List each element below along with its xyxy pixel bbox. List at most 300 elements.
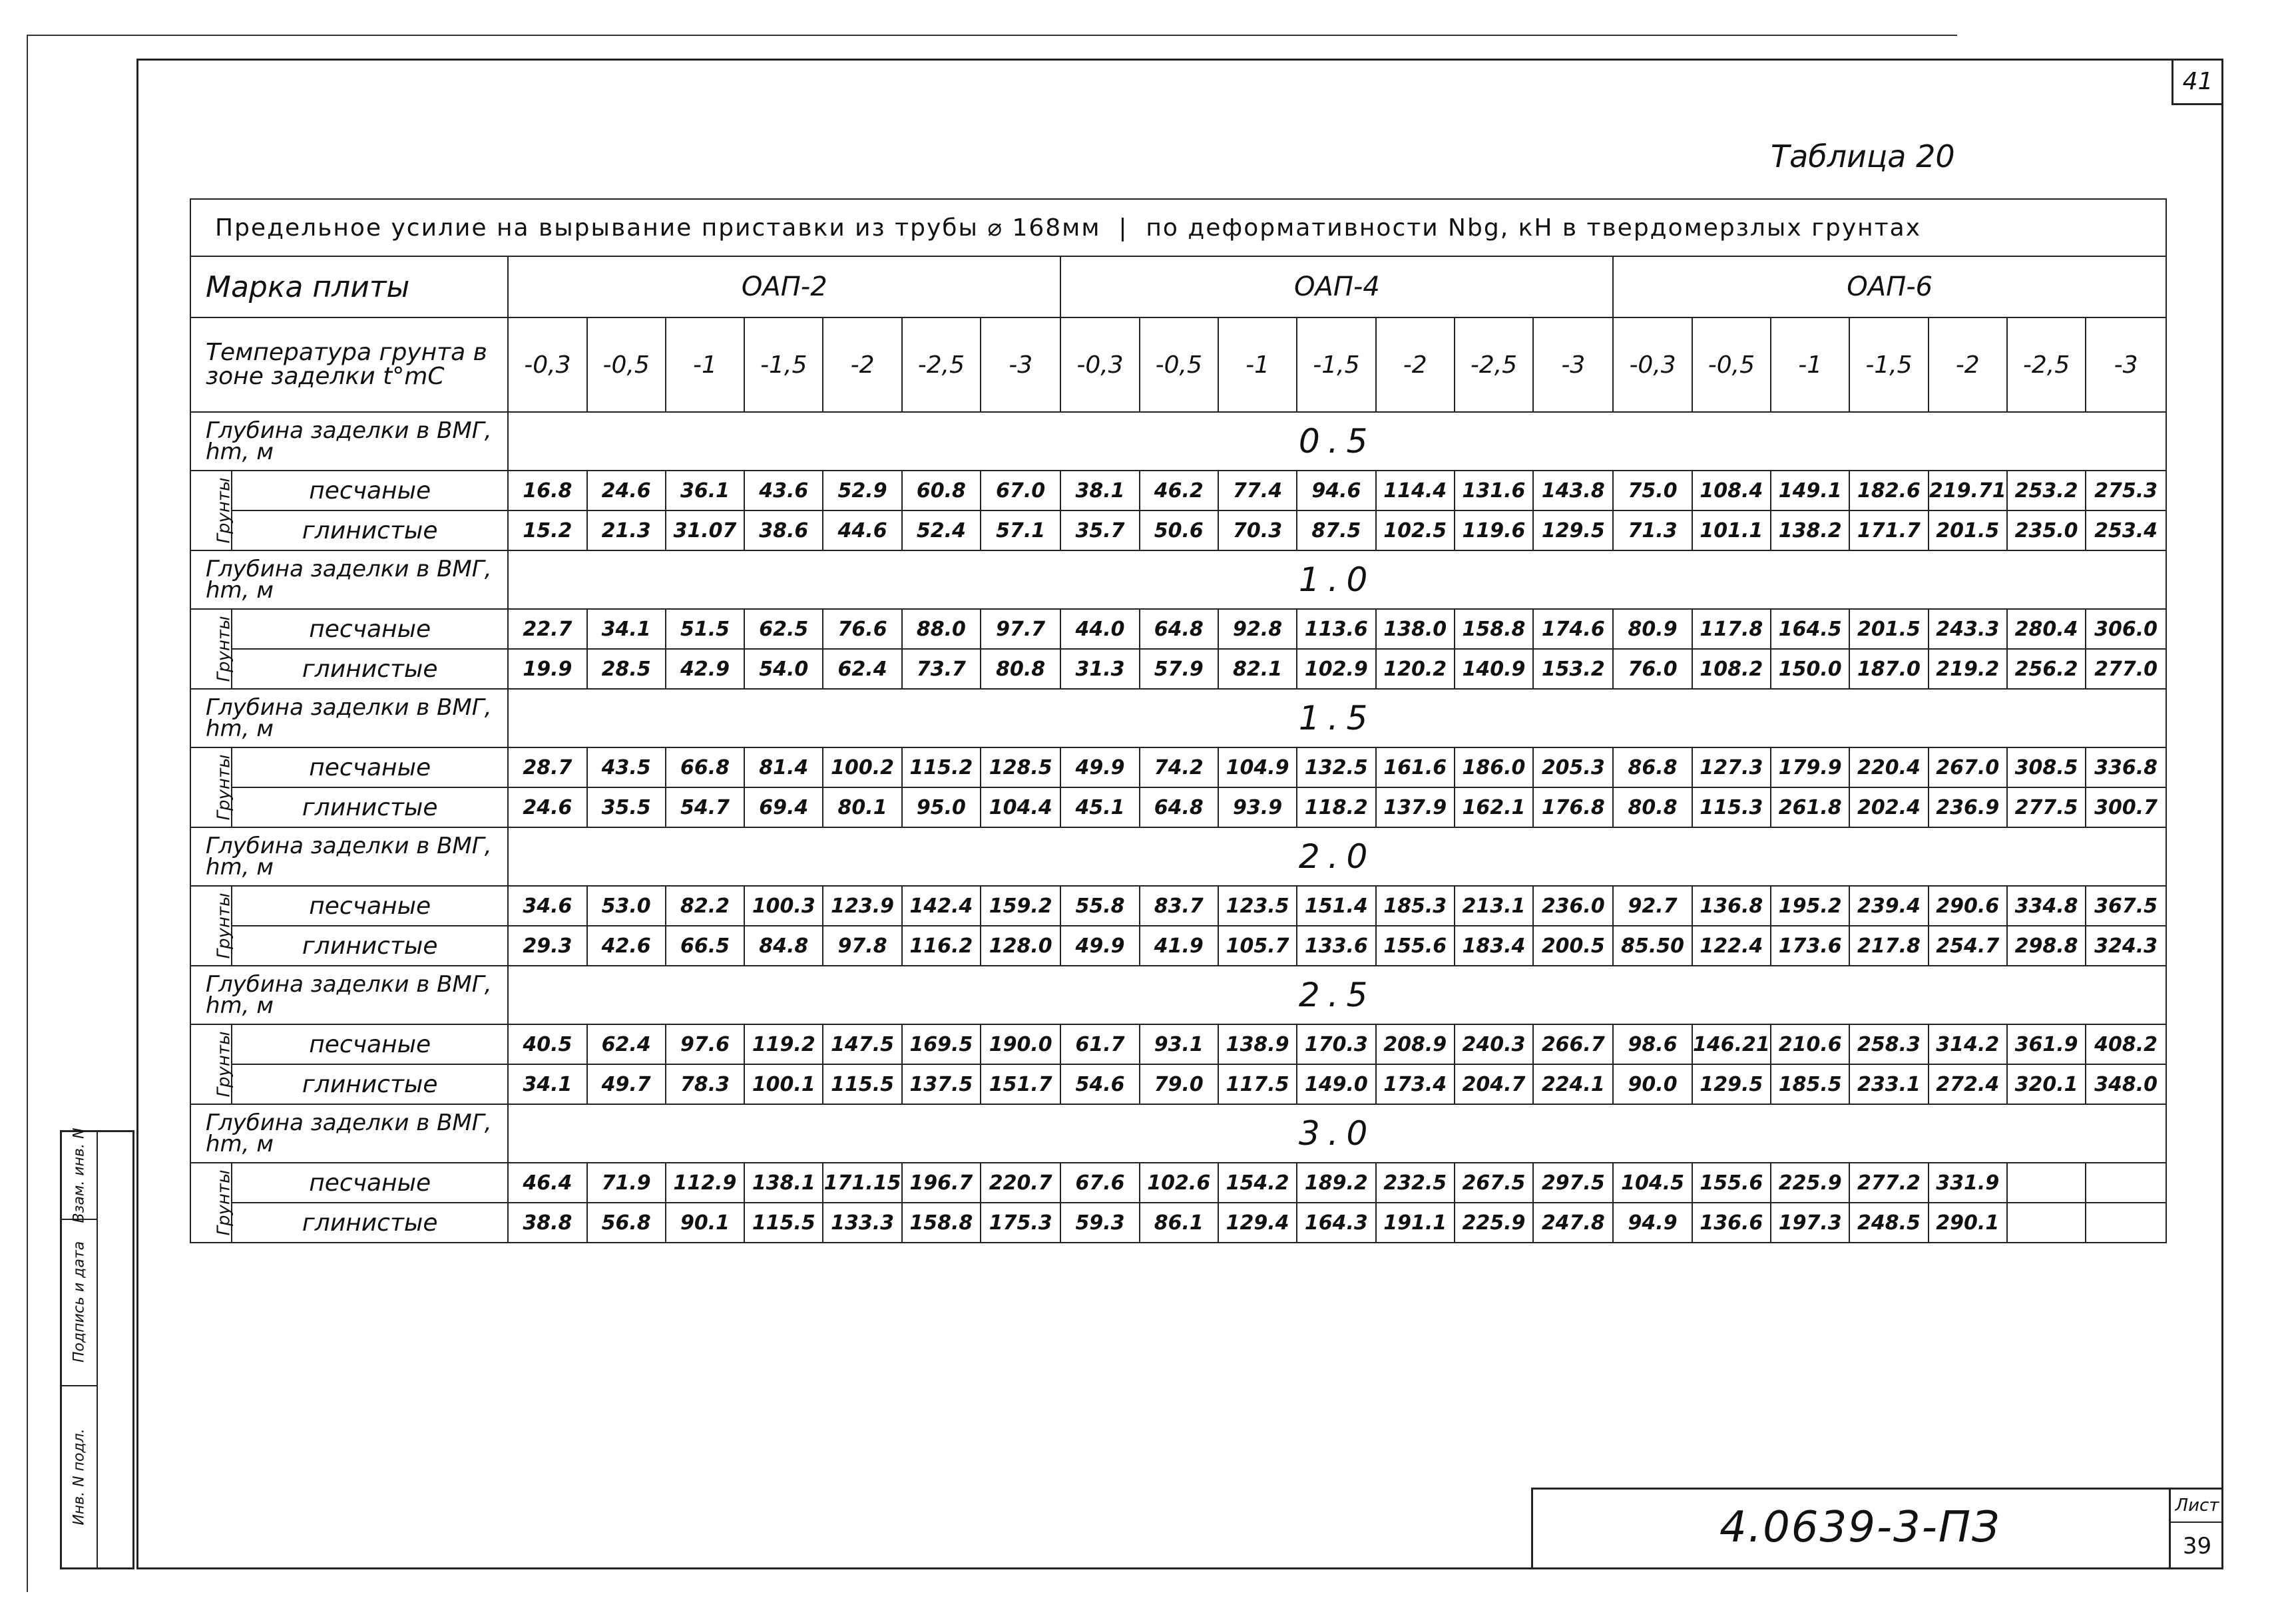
value-cell: 133.6 <box>1297 926 1375 966</box>
value-cell: 77.4 <box>1218 471 1297 510</box>
value-cell: 51.5 <box>666 609 744 649</box>
value-cell: 66.5 <box>666 926 744 966</box>
value-cell: 81.4 <box>744 747 823 787</box>
value-cell: 219.2 <box>1929 649 2007 689</box>
value-cell: 24.6 <box>587 471 666 510</box>
value-cell: 272.4 <box>1929 1064 2007 1104</box>
value-cell: 320.1 <box>2007 1064 2086 1104</box>
temperature-cell: -0,3 <box>1060 317 1139 412</box>
inv-number-label: Инв. N подл. <box>71 1428 88 1525</box>
value-cell: 151.7 <box>981 1064 1060 1104</box>
value-cell: 24.6 <box>508 787 586 827</box>
soil-group-label: Грунты <box>214 616 234 682</box>
depth-label: Глубина заделки в ВМГ, hm, м <box>190 412 508 471</box>
value-cell: 164.3 <box>1297 1203 1375 1243</box>
value-cell: 161.6 <box>1376 747 1455 787</box>
sheet-label: Лист <box>2171 1490 2223 1523</box>
value-cell: 159.2 <box>981 886 1060 926</box>
value-cell: 290.1 <box>1929 1203 2007 1243</box>
value-cell: 122.4 <box>1692 926 1771 966</box>
value-cell: 138.9 <box>1218 1024 1297 1064</box>
soil-group-cell <box>190 1024 232 1104</box>
value-cell: 169.5 <box>902 1024 981 1064</box>
value-cell: 46.4 <box>508 1163 586 1203</box>
soil-group-label: Грунты <box>214 893 234 959</box>
value-cell: 86.8 <box>1613 747 1692 787</box>
value-cell: 258.3 <box>1849 1024 1928 1064</box>
value-cell: 75.0 <box>1613 471 1692 510</box>
value-cell: 158.8 <box>902 1203 981 1243</box>
value-cell: 28.5 <box>587 649 666 689</box>
value-cell: 243.3 <box>1929 609 2007 649</box>
side-cell-inv <box>62 1385 97 1569</box>
value-cell: 149.0 <box>1297 1064 1375 1104</box>
value-cell: 334.8 <box>2007 886 2086 926</box>
sand-row <box>190 609 2166 649</box>
temperature-cell: -0,5 <box>1692 317 1771 412</box>
clay-label: глинистые <box>232 1064 508 1104</box>
title-divider: | <box>1100 214 1146 242</box>
value-cell: 115.5 <box>744 1203 823 1243</box>
value-cell: 73.7 <box>902 649 981 689</box>
value-cell: 123.9 <box>823 886 901 926</box>
clay-label: глинистые <box>232 649 508 689</box>
value-cell: 42.6 <box>587 926 666 966</box>
value-cell: 137.5 <box>902 1064 981 1104</box>
value-cell: 31.3 <box>1060 649 1139 689</box>
temperature-cell: -1 <box>1218 317 1297 412</box>
depth-row <box>190 1104 2166 1163</box>
value-cell: 115.2 <box>902 747 981 787</box>
value-cell: 102.6 <box>1140 1163 1218 1203</box>
value-cell: 138.1 <box>744 1163 823 1203</box>
value-cell: 98.6 <box>1613 1024 1692 1064</box>
value-cell: 306.0 <box>2086 609 2166 649</box>
value-cell: 158.8 <box>1455 609 1533 649</box>
value-cell: 247.8 <box>1533 1203 1613 1243</box>
value-cell: 280.4 <box>2007 609 2086 649</box>
value-cell: 219.71 <box>1929 471 2007 510</box>
value-cell: 174.6 <box>1533 609 1613 649</box>
value-cell: 210.6 <box>1771 1024 1849 1064</box>
value-cell: 133.3 <box>823 1203 901 1243</box>
depth-value: 0.5 <box>508 412 2166 471</box>
value-cell: 267.5 <box>1455 1163 1533 1203</box>
depth-value: 1.5 <box>508 689 2166 747</box>
depth-value: 2.0 <box>508 827 2166 886</box>
temperature-cell: -1,5 <box>1849 317 1928 412</box>
temperature-cell: -1,5 <box>1297 317 1375 412</box>
value-cell <box>2007 1203 2086 1243</box>
value-cell: 175.3 <box>981 1203 1060 1243</box>
value-cell: 56.8 <box>587 1203 666 1243</box>
value-cell: 108.4 <box>1692 471 1771 510</box>
value-cell: 80.9 <box>1613 609 1692 649</box>
value-cell: 70.3 <box>1218 510 1297 550</box>
value-cell: 314.2 <box>1929 1024 2007 1064</box>
value-cell: 97.7 <box>981 609 1060 649</box>
value-cell: 171.7 <box>1849 510 1928 550</box>
clay-row <box>190 1064 2166 1104</box>
value-cell: 149.1 <box>1771 471 1849 510</box>
value-cell: 97.8 <box>823 926 901 966</box>
side-cell-sign <box>62 1219 97 1386</box>
sand-row <box>190 747 2166 787</box>
soil-group-cell <box>190 609 232 689</box>
value-cell: 49.9 <box>1060 747 1139 787</box>
value-cell: 190.0 <box>981 1024 1060 1064</box>
value-cell: 115.5 <box>823 1064 901 1104</box>
value-cell: 97.6 <box>666 1024 744 1064</box>
temperature-cell: -1,5 <box>744 317 823 412</box>
clay-row <box>190 787 2166 827</box>
value-cell: 154.2 <box>1218 1163 1297 1203</box>
value-cell: 123.5 <box>1218 886 1297 926</box>
value-cell: 92.8 <box>1218 609 1297 649</box>
temperature-cell: -3 <box>2086 317 2166 412</box>
side-stamp <box>60 1127 134 1569</box>
value-cell: 52.9 <box>823 471 901 510</box>
value-cell <box>2086 1203 2166 1243</box>
value-cell: 60.8 <box>902 471 981 510</box>
value-cell: 187.0 <box>1849 649 1928 689</box>
value-cell: 53.0 <box>587 886 666 926</box>
value-cell: 100.3 <box>744 886 823 926</box>
value-cell: 277.5 <box>2007 787 2086 827</box>
value-cell: 197.3 <box>1771 1203 1849 1243</box>
value-cell: 28.7 <box>508 747 586 787</box>
value-cell: 132.5 <box>1297 747 1375 787</box>
value-cell: 64.8 <box>1140 787 1218 827</box>
sand-label: песчаные <box>232 747 508 787</box>
value-cell: 45.1 <box>1060 787 1139 827</box>
value-cell: 113.6 <box>1297 609 1375 649</box>
value-cell: 239.4 <box>1849 886 1928 926</box>
value-cell: 29.3 <box>508 926 586 966</box>
value-cell: 150.0 <box>1771 649 1849 689</box>
value-cell: 44.0 <box>1060 609 1139 649</box>
value-cell: 275.3 <box>2086 471 2166 510</box>
value-cell: 88.0 <box>902 609 981 649</box>
value-cell: 55.8 <box>1060 886 1139 926</box>
sand-label: песчаные <box>232 1163 508 1203</box>
value-cell: 43.6 <box>744 471 823 510</box>
soil-group-cell <box>190 747 232 827</box>
temperature-cell: -3 <box>1533 317 1613 412</box>
value-cell: 21.3 <box>587 510 666 550</box>
value-cell: 71.3 <box>1613 510 1692 550</box>
depth-label: Глубина заделки в ВМГ, hm, м <box>190 827 508 886</box>
value-cell: 173.4 <box>1376 1064 1455 1104</box>
value-cell: 200.5 <box>1533 926 1613 966</box>
value-cell: 240.3 <box>1455 1024 1533 1064</box>
value-cell: 41.9 <box>1140 926 1218 966</box>
temperature-cell: -0,3 <box>1613 317 1692 412</box>
value-cell: 54.0 <box>744 649 823 689</box>
value-cell: 100.2 <box>823 747 901 787</box>
value-cell: 62.4 <box>587 1024 666 1064</box>
value-cell: 136.6 <box>1692 1203 1771 1243</box>
value-cell: 86.1 <box>1140 1203 1218 1243</box>
value-cell: 146.21 <box>1692 1024 1771 1064</box>
value-cell: 277.2 <box>1849 1163 1928 1203</box>
value-cell: 261.8 <box>1771 787 1849 827</box>
temperature-cell: -2 <box>1376 317 1455 412</box>
value-cell: 22.7 <box>508 609 586 649</box>
value-cell: 101.1 <box>1692 510 1771 550</box>
temperature-label: Температура грунта в зоне заделки t°mC <box>190 317 508 412</box>
value-cell: 62.4 <box>823 649 901 689</box>
clay-row <box>190 1203 2166 1243</box>
value-cell: 57.1 <box>981 510 1060 550</box>
soil-group-label: Грунты <box>214 754 234 821</box>
title-row <box>190 199 2166 256</box>
depth-value: 1.0 <box>508 550 2166 609</box>
temperature-cell: -3 <box>981 317 1060 412</box>
depth-row <box>190 689 2166 747</box>
value-cell: 300.7 <box>2086 787 2166 827</box>
value-cell: 108.2 <box>1692 649 1771 689</box>
temperature-cell: -2 <box>1929 317 2007 412</box>
value-cell: 66.8 <box>666 747 744 787</box>
value-cell: 232.5 <box>1376 1163 1455 1203</box>
value-cell: 50.6 <box>1140 510 1218 550</box>
sand-label: песчаные <box>232 471 508 510</box>
value-cell: 183.4 <box>1455 926 1533 966</box>
depth-label: Глубина заделки в ВМГ, hm, м <box>190 1104 508 1163</box>
value-cell: 235.0 <box>2007 510 2086 550</box>
value-cell: 54.6 <box>1060 1064 1139 1104</box>
value-cell: 208.9 <box>1376 1024 1455 1064</box>
value-cell: 189.2 <box>1297 1163 1375 1203</box>
sand-row <box>190 471 2166 510</box>
sheet-number-top: 41 <box>2171 60 2222 105</box>
clay-label: глинистые <box>232 510 508 550</box>
value-cell: 64.8 <box>1140 609 1218 649</box>
value-cell: 115.3 <box>1692 787 1771 827</box>
value-cell: 35.5 <box>587 787 666 827</box>
value-cell: 324.3 <box>2086 926 2166 966</box>
side-cell-instead <box>62 1127 97 1223</box>
value-cell: 155.6 <box>1376 926 1455 966</box>
value-cell: 128.5 <box>981 747 1060 787</box>
data-table <box>190 198 2167 1243</box>
value-cell: 253.4 <box>2086 510 2166 550</box>
marka-row <box>190 256 2166 317</box>
value-cell: 182.6 <box>1849 471 1928 510</box>
sheet-number: 39 <box>2182 1533 2212 1559</box>
value-cell: 236.9 <box>1929 787 2007 827</box>
table-title <box>190 199 2166 256</box>
value-cell: 67.0 <box>981 471 1060 510</box>
table-caption: Таблица 20 <box>1771 138 1955 174</box>
soil-group-cell <box>190 471 232 550</box>
value-cell: 170.3 <box>1297 1024 1375 1064</box>
sand-label: песчаные <box>232 1024 508 1064</box>
value-cell: 92.7 <box>1613 886 1692 926</box>
value-cell: 155.6 <box>1692 1163 1771 1203</box>
value-cell: 104.9 <box>1218 747 1297 787</box>
clay-label: глинистые <box>232 787 508 827</box>
marka-label: Марка плиты <box>190 256 508 317</box>
sand-label: песчаные <box>232 609 508 649</box>
value-cell: 147.5 <box>823 1024 901 1064</box>
value-cell: 31.07 <box>666 510 744 550</box>
clay-row <box>190 926 2166 966</box>
value-cell: 104.4 <box>981 787 1060 827</box>
clay-row <box>190 649 2166 689</box>
clay-row <box>190 510 2166 550</box>
value-cell: 112.9 <box>666 1163 744 1203</box>
value-cell: 153.2 <box>1533 649 1613 689</box>
value-cell: 277.0 <box>2086 649 2166 689</box>
sheet-box <box>2169 1488 2223 1569</box>
sign-date-label: Подпись и дата <box>71 1241 88 1363</box>
value-cell: 105.7 <box>1218 926 1297 966</box>
value-cell: 129.5 <box>1692 1064 1771 1104</box>
sand-label: песчаные <box>232 886 508 926</box>
table-title-part-1: Предельное усилие на вырывание приставки из трубы ⌀ 168мм <box>215 214 1101 242</box>
value-cell: 38.6 <box>744 510 823 550</box>
temperature-cell: -1 <box>1771 317 1849 412</box>
value-cell: 267.0 <box>1929 747 2007 787</box>
value-cell: 49.9 <box>1060 926 1139 966</box>
value-cell: 67.6 <box>1060 1163 1139 1203</box>
value-cell: 38.1 <box>1060 471 1139 510</box>
value-cell: 40.5 <box>508 1024 586 1064</box>
depth-value: 3.0 <box>508 1104 2166 1163</box>
value-cell: 117.8 <box>1692 609 1771 649</box>
value-cell: 224.1 <box>1533 1064 1613 1104</box>
value-cell: 185.5 <box>1771 1064 1849 1104</box>
value-cell: 204.7 <box>1455 1064 1533 1104</box>
depth-row <box>190 827 2166 886</box>
depth-row <box>190 966 2166 1024</box>
value-cell: 16.8 <box>508 471 586 510</box>
value-cell: 348.0 <box>2086 1064 2166 1104</box>
value-cell: 140.9 <box>1455 649 1533 689</box>
value-cell: 136.8 <box>1692 886 1771 926</box>
value-cell: 236.0 <box>1533 886 1613 926</box>
value-cell: 331.9 <box>1929 1163 2007 1203</box>
temperature-cell: -0,5 <box>1140 317 1218 412</box>
soil-group-label: Грунты <box>214 1169 234 1236</box>
value-cell: 93.1 <box>1140 1024 1218 1064</box>
scan-edge-top <box>27 35 1957 36</box>
value-cell: 94.9 <box>1613 1203 1692 1243</box>
value-cell: 151.4 <box>1297 886 1375 926</box>
value-cell: 52.4 <box>902 510 981 550</box>
value-cell: 205.3 <box>1533 747 1613 787</box>
value-cell: 298.8 <box>2007 926 2086 966</box>
value-cell: 43.5 <box>587 747 666 787</box>
depth-row <box>190 412 2166 471</box>
group-header: ОАП-4 <box>1060 256 1613 317</box>
value-cell: 71.9 <box>587 1163 666 1203</box>
value-cell: 85.50 <box>1613 926 1692 966</box>
value-cell: 49.7 <box>587 1064 666 1104</box>
value-cell: 120.2 <box>1376 649 1455 689</box>
value-cell: 185.3 <box>1376 886 1455 926</box>
value-cell: 76.6 <box>823 609 901 649</box>
soil-group-label: Грунты <box>214 477 234 544</box>
value-cell: 84.8 <box>744 926 823 966</box>
value-cell: 90.1 <box>666 1203 744 1243</box>
value-cell: 61.7 <box>1060 1024 1139 1064</box>
value-cell: 131.6 <box>1455 471 1533 510</box>
value-cell: 46.2 <box>1140 471 1218 510</box>
value-cell: 202.4 <box>1849 787 1928 827</box>
sand-row <box>190 1024 2166 1064</box>
value-cell: 171.15 <box>823 1163 901 1203</box>
temperature-cell: -0,3 <box>508 317 586 412</box>
value-cell: 220.4 <box>1849 747 1928 787</box>
temperature-cell: -0,5 <box>587 317 666 412</box>
title-block <box>1531 1488 2170 1569</box>
value-cell: 80.8 <box>981 649 1060 689</box>
temperature-cell: -1 <box>666 317 744 412</box>
value-cell: 233.1 <box>1849 1064 1928 1104</box>
value-cell: 173.6 <box>1771 926 1849 966</box>
value-cell: 74.2 <box>1140 747 1218 787</box>
value-cell: 196.7 <box>902 1163 981 1203</box>
value-cell: 90.0 <box>1613 1064 1692 1104</box>
value-cell: 191.1 <box>1376 1203 1455 1243</box>
value-cell: 100.1 <box>744 1064 823 1104</box>
value-cell: 129.5 <box>1533 510 1613 550</box>
value-cell: 80.8 <box>1613 787 1692 827</box>
value-cell: 83.7 <box>1140 886 1218 926</box>
value-cell: 102.9 <box>1297 649 1375 689</box>
value-cell: 15.2 <box>508 510 586 550</box>
value-cell: 143.8 <box>1533 471 1613 510</box>
scan-edge-left <box>27 35 28 1592</box>
value-cell: 82.1 <box>1218 649 1297 689</box>
table-title-part-2: по деформативности Nbg, кН в твердомерзлых грунтах <box>1146 214 1922 242</box>
value-cell <box>2086 1163 2166 1203</box>
value-cell: 119.6 <box>1455 510 1533 550</box>
value-cell: 179.9 <box>1771 747 1849 787</box>
soil-group-cell <box>190 1163 232 1243</box>
value-cell: 225.9 <box>1455 1203 1533 1243</box>
sand-row <box>190 1163 2166 1203</box>
value-cell: 62.5 <box>744 609 823 649</box>
value-cell: 164.5 <box>1771 609 1849 649</box>
value-cell: 69.4 <box>744 787 823 827</box>
value-cell: 138.0 <box>1376 609 1455 649</box>
value-cell: 35.7 <box>1060 510 1139 550</box>
value-cell: 114.4 <box>1376 471 1455 510</box>
value-cell: 129.4 <box>1218 1203 1297 1243</box>
value-cell: 44.6 <box>823 510 901 550</box>
temperature-cell: -2 <box>823 317 901 412</box>
value-cell: 176.8 <box>1533 787 1613 827</box>
value-cell: 290.6 <box>1929 886 2007 926</box>
value-cell: 78.3 <box>666 1064 744 1104</box>
value-cell: 142.4 <box>902 886 981 926</box>
group-header: ОАП-2 <box>508 256 1060 317</box>
value-cell: 79.0 <box>1140 1064 1218 1104</box>
value-cell: 36.1 <box>666 471 744 510</box>
value-cell: 76.0 <box>1613 649 1692 689</box>
value-cell: 408.2 <box>2086 1024 2166 1064</box>
value-cell: 34.6 <box>508 886 586 926</box>
value-cell: 361.9 <box>2007 1024 2086 1064</box>
value-cell: 336.8 <box>2086 747 2166 787</box>
value-cell: 253.2 <box>2007 471 2086 510</box>
instead-inv-label: Взам. инв. N <box>71 1127 88 1223</box>
value-cell: 95.0 <box>902 787 981 827</box>
